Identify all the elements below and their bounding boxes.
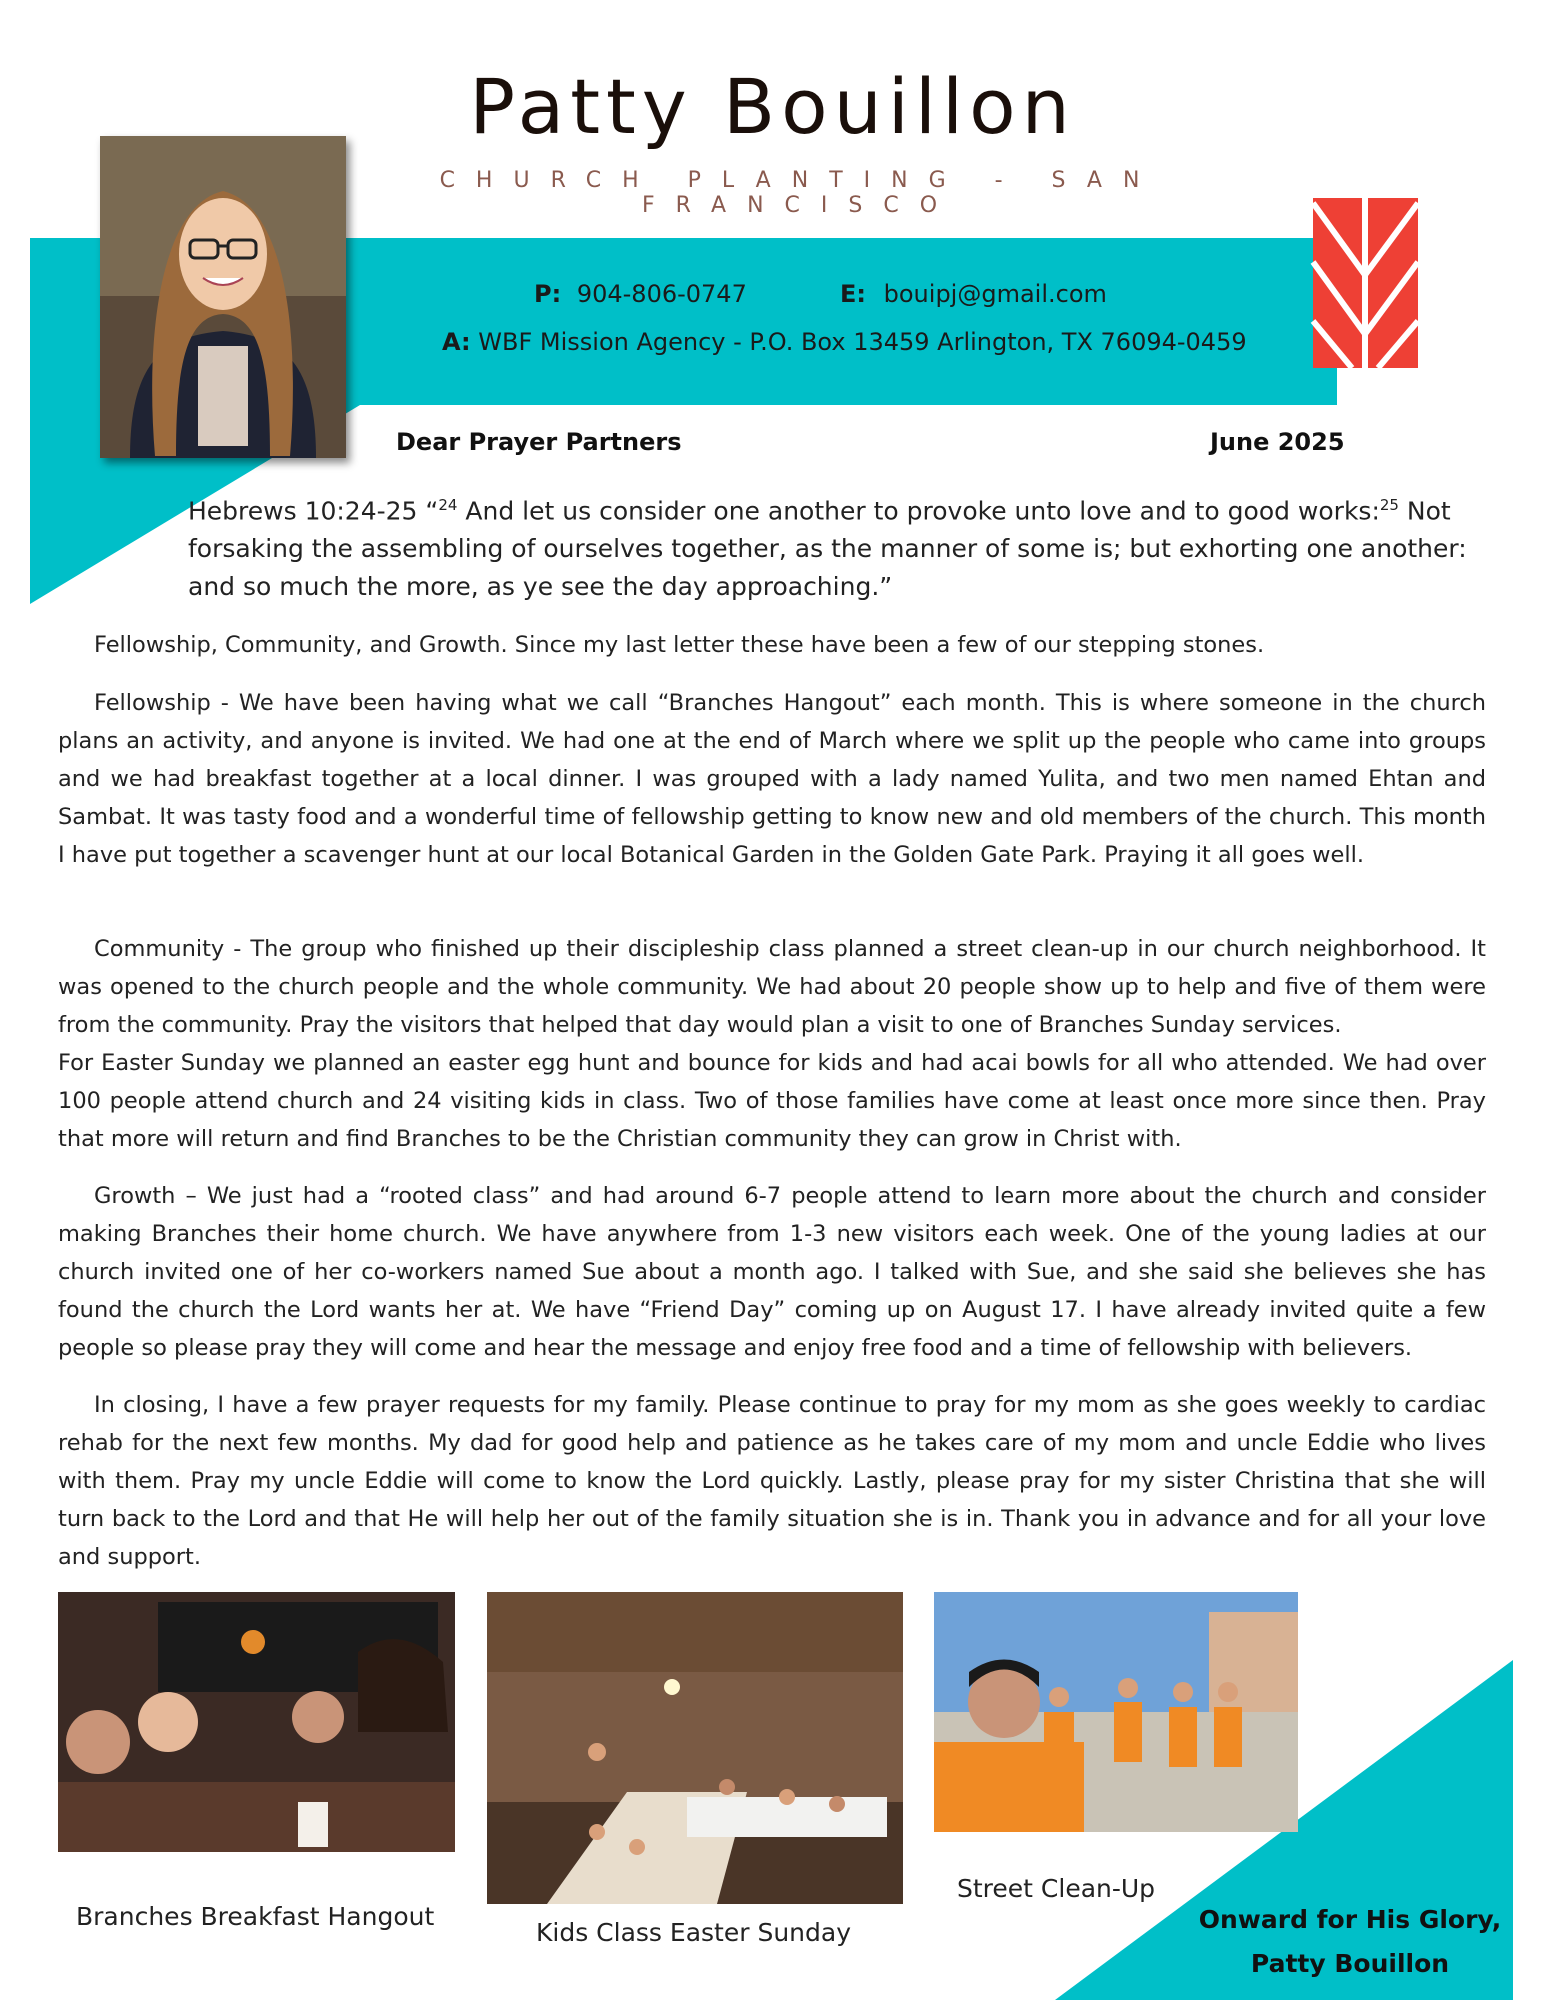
growth-paragraph: Growth – We just had a “rooted class” and had around 6-7 people attend to learn more about the church and consider making Branches their home church. We have anywhere from 1-3 new visitors each week. One of the young ladies at our church invited one of her co-workers named Sue about a month ago. I talked with Sue, and she said she believes she has found the church the Lord wants her at. We have “Friend Day” coming up on August 17. I have already invited quite a few people so please pray they will come and hear the message and enjoy free food and a time of fellowship with believers. — [58, 1183, 1486, 1361]
branch-logo-icon — [1313, 198, 1418, 368]
signoff-line: Onward for His Glory, — [1198, 1905, 1502, 1934]
caption-cleanup: Street Clean-Up — [957, 1874, 1156, 1903]
verse-text-25: Not forsaking the assembling of ourselves together, as the manner of some is; but exhorting one another: and so much the more, as ye see the day approaching.” — [188, 496, 1467, 602]
author-name: Patty Bouillon — [469, 62, 1076, 151]
address-line — [442, 328, 1247, 356]
signoff — [1170, 1898, 1530, 1986]
verse-number-24: 24 — [438, 496, 458, 514]
intro-paragraph: Fellowship, Community, and Growth. Since my last letter these have been a few of our stepping stones. — [94, 632, 1265, 658]
kids-class-photo — [487, 1592, 903, 1904]
phone-number[interactable]: 904-806-0747 — [576, 280, 747, 308]
scripture-verse — [188, 486, 1473, 606]
caption-kids-class: Kids Class Easter Sunday — [536, 1918, 851, 1947]
mailing-address: WBF Mission Agency - P.O. Box 13459 Arlington, TX 76094-0459 — [478, 328, 1247, 356]
greeting: Dear Prayer Partners — [396, 428, 682, 456]
caption-breakfast: Branches Breakfast Hangout — [76, 1902, 435, 1931]
phone-line — [534, 280, 747, 308]
street-cleanup-photo — [934, 1592, 1298, 1832]
breakfast-hangout-photo — [58, 1592, 455, 1852]
verse-open-quote: “ — [425, 496, 439, 526]
verse-number-25: 25 — [1379, 496, 1399, 514]
address-label: A: — [442, 328, 471, 356]
closing-paragraph: In closing, I have a few prayer requests for my family. Please continue to pray for my mom as she goes weekly to cardiac rehab for the next few months. My dad for good help and patience as he takes care of my mom and uncle Eddie who lives with them. Pray my uncle Eddie will come to know the Lord quickly. Lastly, please pray for my sister Christina that she will turn back to the Lord and that He will help her out of the family situation she is in. Thank you in advance and for all your love and support. — [58, 1392, 1486, 1570]
ministry-subtitle: CHURCH PLANTING - SAN FRANCISCO — [439, 168, 1161, 218]
email-address[interactable]: bouipj@gmail.com — [883, 280, 1107, 308]
portrait-photo — [100, 136, 346, 458]
letter-date: June 2025 — [1210, 428, 1345, 456]
easter-paragraph: For Easter Sunday we planned an easter egg hunt and bounce for kids and had acai bowls for all who attended. We had over 100 people attend church and 24 visiting kids in class. Two of those families have come at least once more since then. Pray that more will return and find Branches to be the Christian community they can grow in Christ with. — [58, 1050, 1486, 1152]
fellowship-paragraph: Fellowship - We have been having what we call “Branches Hangout” each month. This is where someone in the church plans an activity, and anyone is invited. We had one at the end of March where we split up the people who came into groups and we had breakfast together at a local dinner. I was grouped with a lady named Yulita, and two men named Ehtan and Sambat. It was tasty food and a wonderful time of fellowship getting to know new and old members of the church. This month I have put together a scavenger hunt at our local Botanical Garden in the Golden Gate Park. Praying it all goes well. — [58, 690, 1486, 868]
verse-text-24: And let us consider one another to provoke unto love and to good works: — [465, 496, 1380, 526]
phone-label: P: — [534, 280, 562, 308]
email-line — [840, 280, 1107, 308]
signoff-name: Patty Bouillon — [1250, 1949, 1450, 1978]
community-paragraph: Community - The group who finished up their discipleship class planned a street clean-up in our church neighborhood. It was opened to the church people and the whole community. We had about 20 people show up to help and five of them were from the community. Pray the visitors that helped that day would plan a visit to one of Branches Sunday services. — [58, 936, 1486, 1038]
email-label: E: — [840, 280, 866, 308]
verse-reference: Hebrews 10:24-25 — [188, 496, 418, 526]
